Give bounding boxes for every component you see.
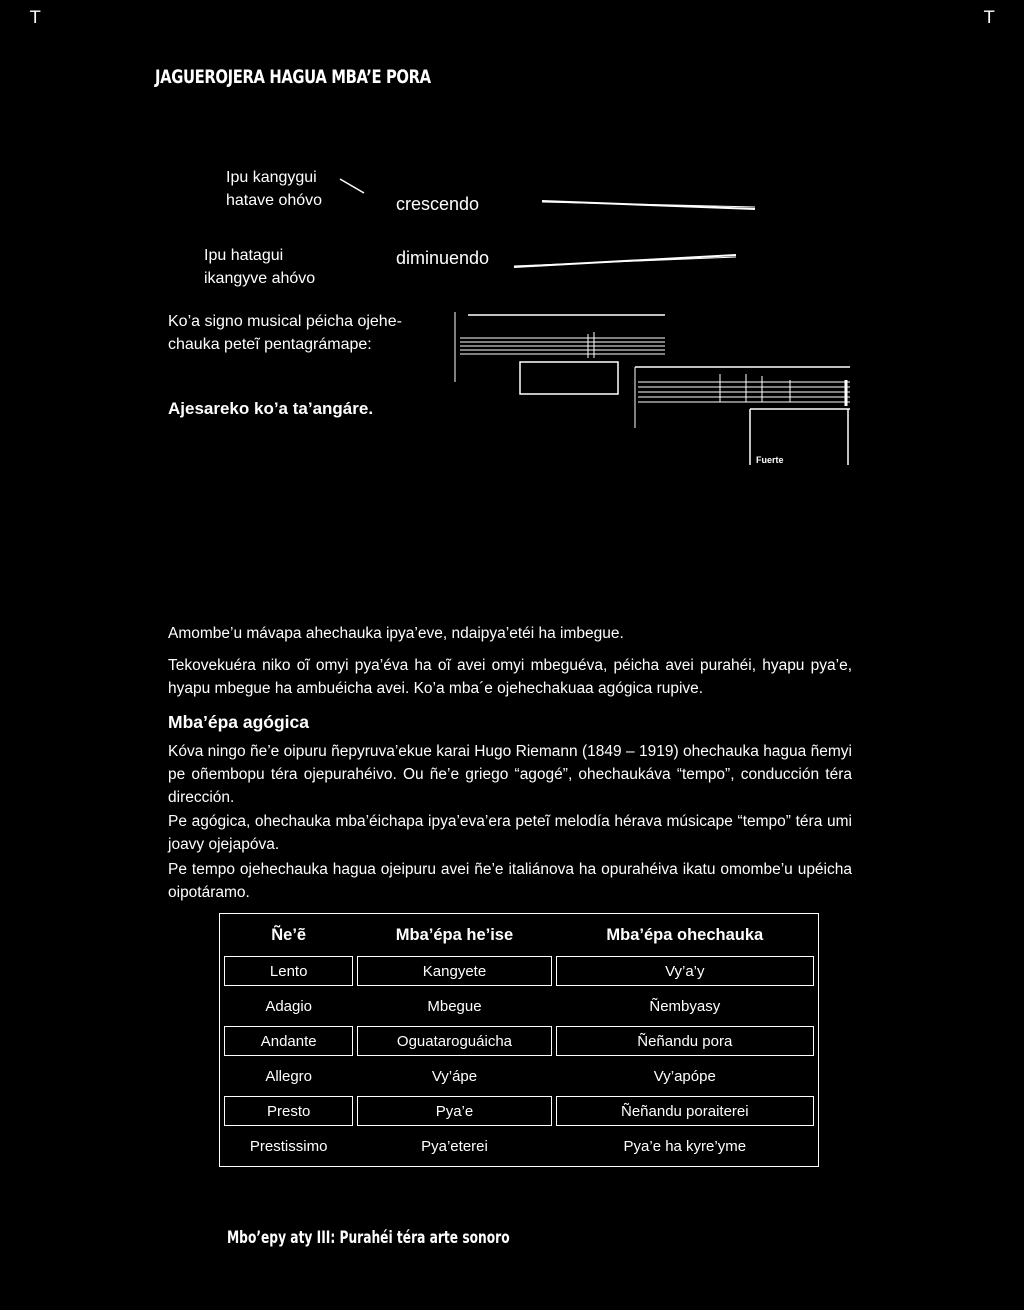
table-cell: Andante xyxy=(224,1026,353,1056)
paragraph-tempo-italian: Pe tempo ojehechauka hagua ojeipuru avei ñe’e italiánova ha opurahéiva ikatu omombe’u upéicha oipotáramo. xyxy=(168,861,852,901)
table-cell: Adagio xyxy=(265,997,313,1015)
table-header-meaning: Mba’épa he’ise xyxy=(395,925,514,944)
table-row xyxy=(224,992,814,1020)
diminuendo-note-line1: Ipu hatagui xyxy=(204,247,284,264)
diminuendo-note-line2: ikangyve ahóvo xyxy=(204,270,316,287)
practice-prompt: Ajesareko ko’a ta’angáre. xyxy=(168,399,374,418)
table-cell: Ñembyasy xyxy=(649,997,721,1015)
staff-lines-lower xyxy=(638,374,850,406)
signs-note-line1: Ko’a signo musical péicha ojehe- xyxy=(168,313,402,330)
staff-caption: Fuerte xyxy=(756,455,784,465)
crescendo-note xyxy=(226,166,322,212)
table-cell: Presto xyxy=(224,1096,353,1126)
diminuendo-label: diminuendo xyxy=(396,248,490,268)
paragraph-tempo-life: Tekovekuéra niko oĩ omyi pya’éva ha oĩ avei omyi mbeguéva, péicha avei purahéi, hyapu pya’e, hyapu mbegue ha ambuéicha avei. Ko’a mba´e ojehechakuaa agógica rupive. xyxy=(168,657,852,697)
table-cell: Lento xyxy=(224,956,353,986)
table-row xyxy=(224,1026,814,1056)
corner-mark-left: T xyxy=(30,8,41,28)
table-row xyxy=(224,1132,814,1160)
table-cell: Vy’apópe xyxy=(653,1067,716,1085)
table-cell: Vy’a’y xyxy=(556,956,814,986)
paragraph-riemann: Kóva ningo ñe’e oipuru ñepyruva’ekue karai Hugo Riemann (1849 – 1919) ohechauka hagua ñemyi pe oñembopu téra ojepurahéivo. Ou ñe’e griego “agogé”, ohechaukáva “tempo”, conducción téra dirección. xyxy=(168,743,852,806)
table-cell: Kangyete xyxy=(357,956,551,986)
table-cell: Mbegue xyxy=(427,997,482,1015)
table-cell: Pya’e xyxy=(357,1096,551,1126)
tempo-table xyxy=(219,913,819,1167)
pointer-arrow-icon xyxy=(338,176,368,196)
diminuendo-note xyxy=(204,244,315,290)
table-cell: Allegro xyxy=(265,1067,313,1085)
table-header-expression: Mba’épa ohechauka xyxy=(606,925,764,944)
table-cell: Ñeñandu poraiterei xyxy=(556,1096,814,1126)
table-header-row xyxy=(224,920,814,950)
table-cell: Vy’ápe xyxy=(431,1067,478,1085)
table-cell: Prestissimo xyxy=(249,1137,328,1155)
staff-lines-upper xyxy=(460,332,665,358)
table-row xyxy=(224,956,814,986)
staff-illustration xyxy=(450,310,860,470)
crescendo-note-line2: hatave ohóvo xyxy=(226,192,323,209)
signs-note xyxy=(168,310,402,356)
paragraph-intro: Amombe’u mávapa ahechauka ipya’eve, ndaipya’etéi ha imbegue. xyxy=(168,625,624,642)
diminuendo-hairpin xyxy=(512,252,742,270)
page-footer: Mbo’epy aty III: Purahéi téra arte sonoro xyxy=(227,1228,510,1248)
table-row xyxy=(224,1096,814,1126)
staff-empty-box xyxy=(520,362,618,394)
crescendo-hairpin xyxy=(540,196,760,212)
section-title: Mba’épa agógica xyxy=(168,712,310,732)
table-cell: Pya’e ha kyre’yme xyxy=(623,1137,747,1155)
table-cell: Pya’eterei xyxy=(421,1137,488,1155)
table-cell: Oguataroguáicha xyxy=(357,1026,551,1056)
crescendo-note-line1: Ipu kangygui xyxy=(226,169,317,186)
corner-mark-right: T xyxy=(984,8,995,28)
crescendo-label: crescendo xyxy=(396,194,480,214)
table-row xyxy=(224,1062,814,1090)
table-cell: Ñeñandu pora xyxy=(556,1026,814,1056)
page-header-title: JAGUEROJERA HAGUA MBA’E PORA xyxy=(155,66,431,88)
signs-note-line2: chauka peteĩ pentagrámape: xyxy=(168,336,372,353)
table-header-word: Ñe’ẽ xyxy=(271,925,307,944)
paragraph-agogica: Pe agógica, ohechauka mba’éichapa ipya’eva’era peteĩ melodía hérava músicape “tempo” téra umi joavy ojejapóva. xyxy=(168,813,852,853)
